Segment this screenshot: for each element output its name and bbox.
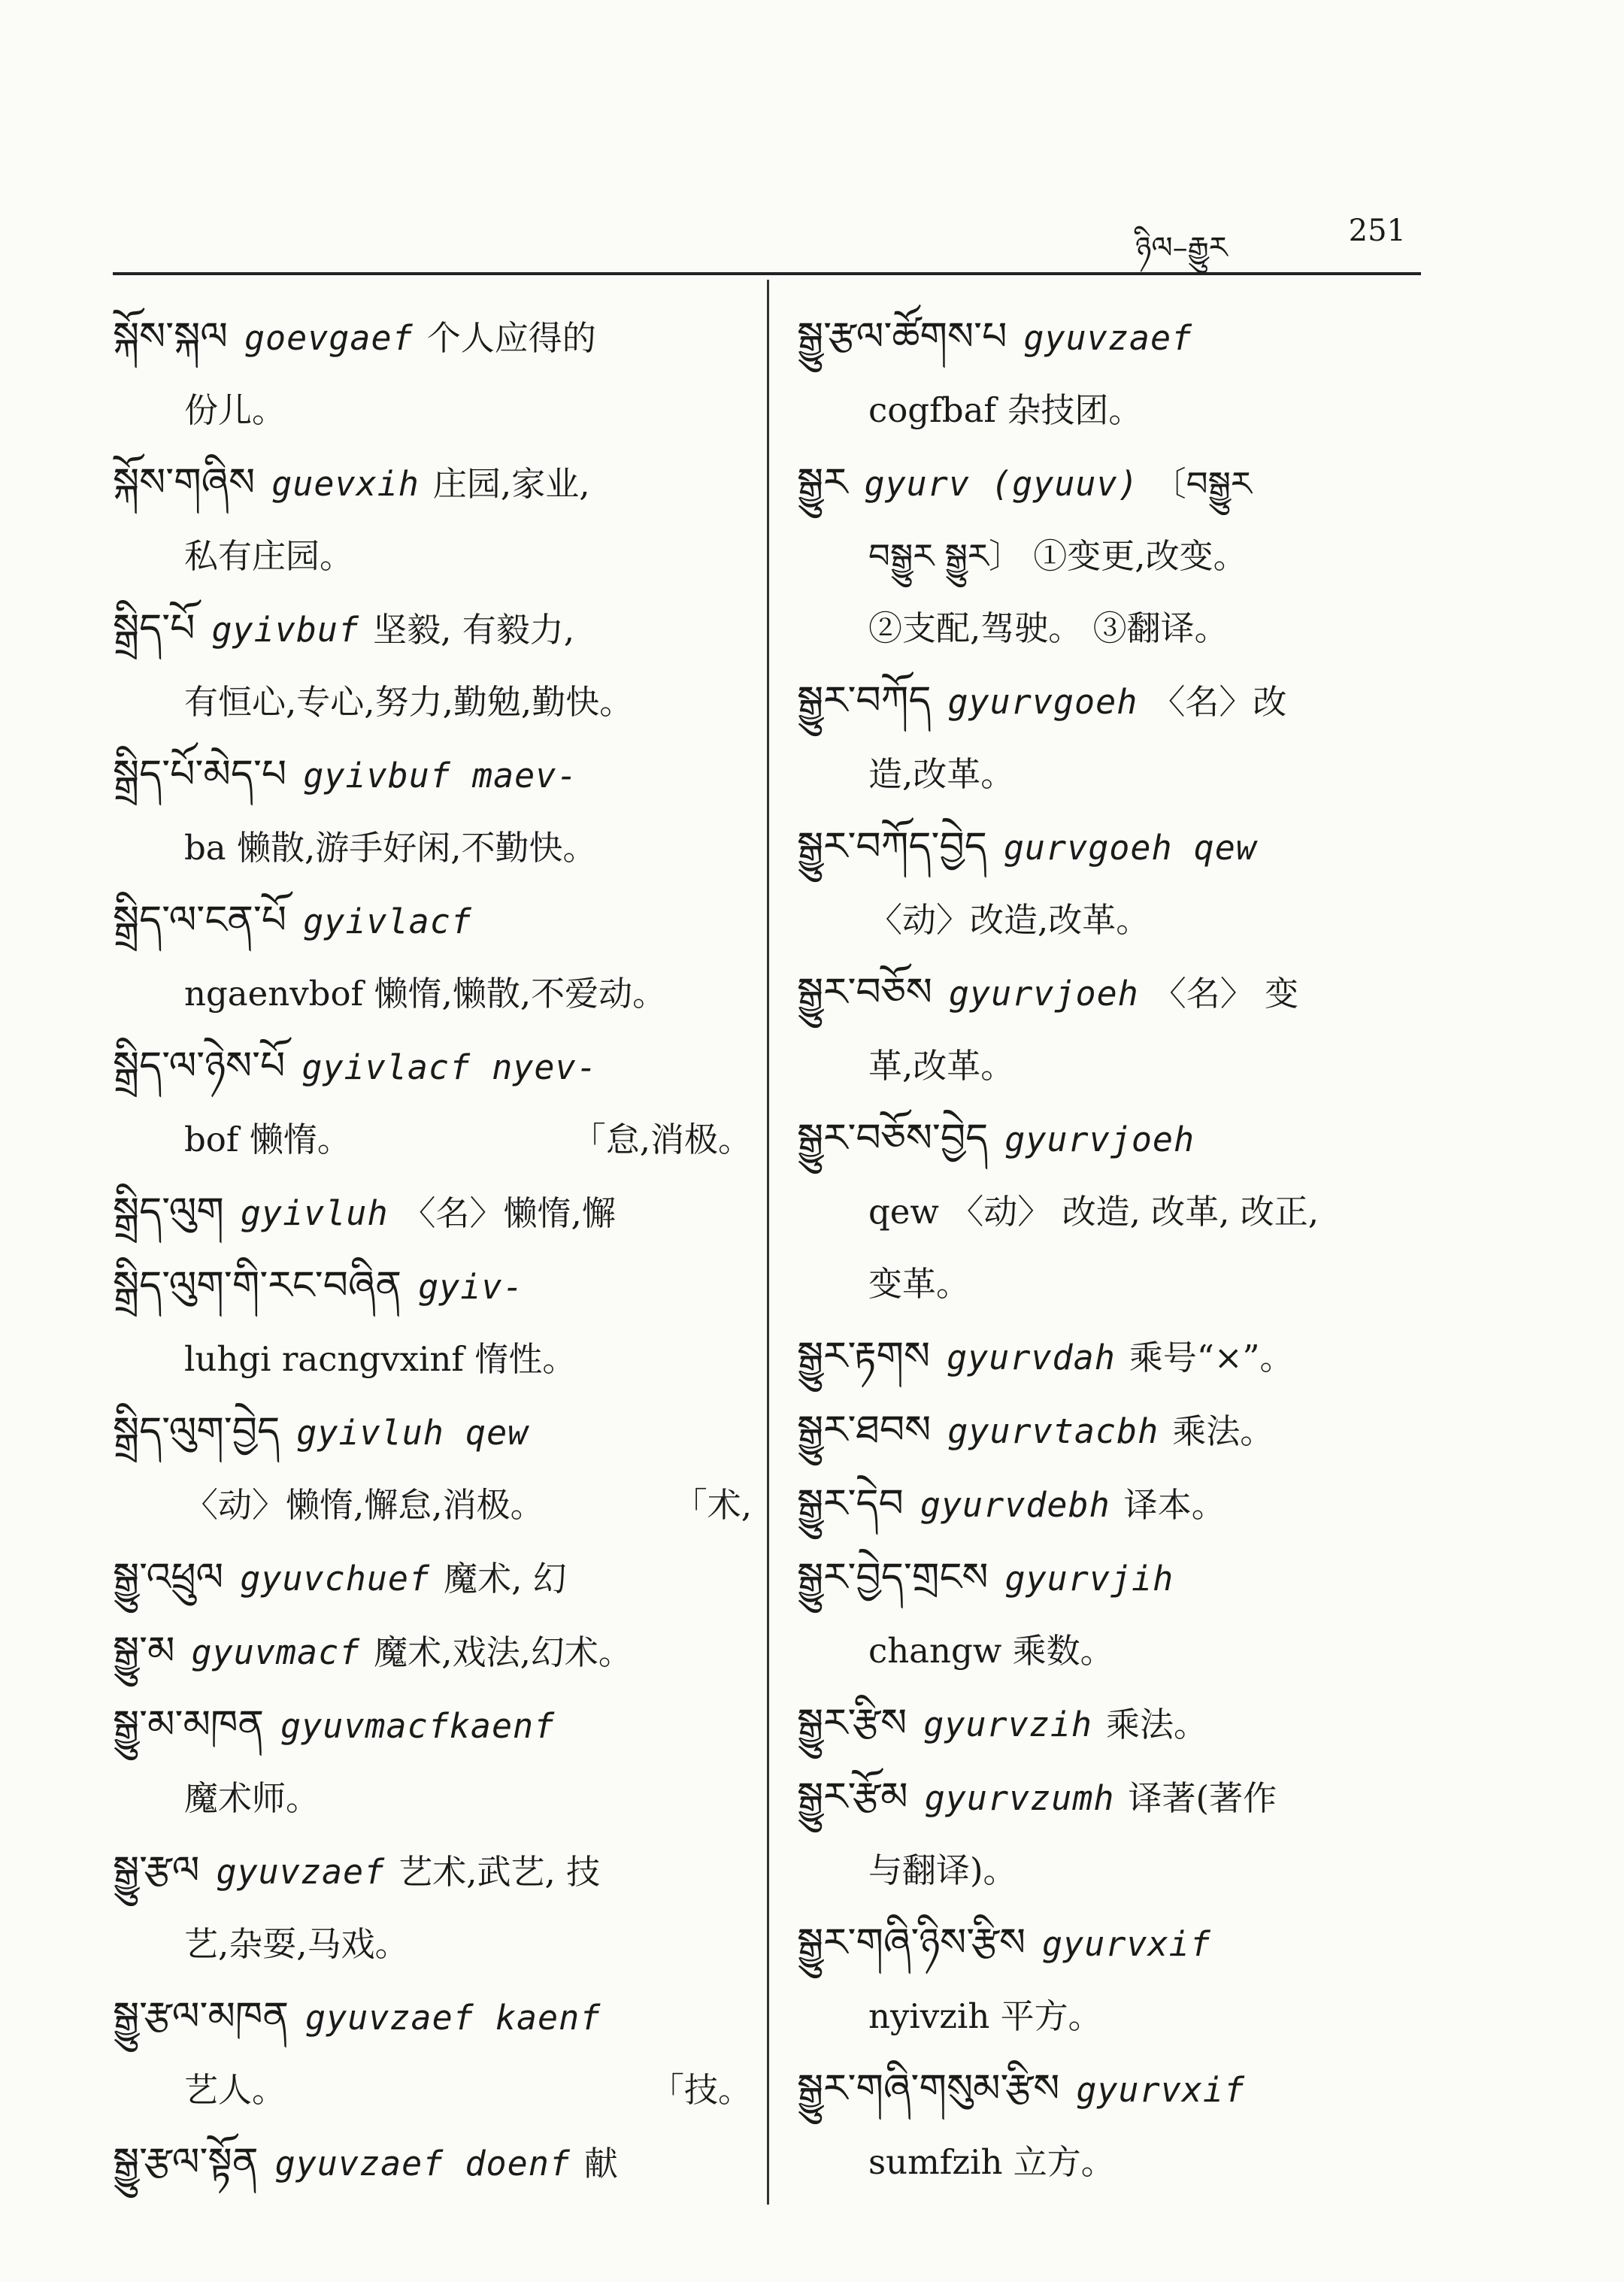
romanization: gyivluh	[240, 1193, 389, 1233]
entry-headline	[113, 1250, 752, 1323]
gloss: 个人应得的	[426, 318, 596, 358]
dictionary-entry	[113, 592, 752, 738]
entry-headline	[113, 2126, 752, 2200]
dictionary-entry	[797, 811, 1436, 956]
romanization: gyivbuf	[211, 610, 360, 650]
entry-headline	[797, 665, 1436, 738]
continuation-text: 魔术师。	[184, 1778, 320, 1818]
headword-tibetan: སྒྲིད་ལུག་བྱེད	[113, 1409, 280, 1454]
continuation-text: 造,改革。	[868, 754, 1015, 794]
entry-headline	[797, 1907, 1436, 1980]
headword-tibetan: སྐོས་གཞིས	[113, 460, 256, 505]
entry-headline	[797, 301, 1436, 374]
entry-continuation	[113, 1104, 752, 1176]
entry-continuation	[797, 1980, 1436, 2053]
dictionary-entry	[797, 665, 1436, 811]
dictionary-entry	[113, 884, 752, 1030]
dictionary-entry	[113, 301, 752, 447]
romanization: gyurvgoeh	[947, 682, 1138, 722]
entry-continuation	[113, 666, 752, 738]
entry-headline	[797, 811, 1436, 884]
dictionary-entry	[797, 301, 1436, 447]
entry-headline	[797, 1687, 1436, 1761]
romanization: gyivluh qew	[296, 1413, 529, 1453]
headword-tibetan: སྒྱུར་རྟགས	[797, 1334, 931, 1379]
gloss: 〈名〉 变	[1152, 974, 1299, 1014]
headword-tibetan: སྒྱུར་བཀོད་བྱེད	[797, 824, 987, 869]
entry-headline	[113, 301, 752, 374]
romanization: gurvgoeh qew	[1003, 828, 1257, 868]
continuation-text: nyivzih 平方。	[868, 1996, 1102, 2036]
romanization: gyurvjoeh	[1004, 1120, 1195, 1159]
romanization: gyuvzaef doenf	[274, 2144, 571, 2184]
headword-tibetan: སྒྱུར	[797, 460, 848, 505]
entry-continuation	[797, 1030, 1436, 1102]
gloss: 艺术,武艺, 技	[398, 1852, 601, 1892]
romanization: gyurv (gyuuv)	[864, 464, 1139, 504]
entry-continuation	[113, 2054, 752, 2126]
headword-tibetan: སྒྱུར་དེབ	[797, 1481, 904, 1526]
dictionary-entry	[797, 1687, 1436, 1761]
dictionary-entry	[797, 1320, 1436, 1394]
entry-headline	[113, 1396, 752, 1469]
continuation-text: luhgi racngvxinf 惰性。	[184, 1339, 577, 1379]
dictionary-entry	[113, 1030, 752, 1176]
continuation-text: 私有庄园。	[184, 536, 354, 576]
column-divider	[767, 280, 769, 2205]
headword-tibetan: སྒྱུ་རྩལ་སྟོན	[113, 2140, 259, 2185]
entry-continuation	[797, 520, 1436, 592]
entry-continuation	[113, 1762, 752, 1835]
dictionary-entry	[797, 1541, 1436, 1687]
continuation-text: 革,改革。	[868, 1046, 1015, 1086]
headword-tibetan: སྒྱུ་མ	[113, 1629, 175, 1674]
entry-continuation	[113, 958, 752, 1030]
entry-continuation	[113, 1469, 752, 1541]
entry-continuation: ②支配,驾驶。 ③翻译。	[868, 608, 1229, 648]
entry-continuation	[797, 1615, 1436, 1687]
headword-tibetan: སྒྱུར་བཅོས	[797, 970, 932, 1015]
gloss: 献	[583, 2144, 618, 2184]
gloss: 译著(著作	[1128, 1778, 1277, 1818]
romanization: gyurvdah	[947, 1338, 1116, 1377]
gloss: 译本。	[1123, 1485, 1226, 1525]
dictionary-entry	[113, 1541, 752, 1615]
continuation-text: qew 〈动〉 改造, 改革, 改正,	[868, 1192, 1320, 1232]
dictionary-entry	[797, 956, 1436, 1102]
gloss: 乘法。	[1106, 1705, 1208, 1744]
entry-headline	[113, 1030, 752, 1104]
gloss: 乘号“×”。	[1129, 1338, 1294, 1377]
headword-tibetan: སྒྱུར་བཅོས་བྱེད	[797, 1116, 989, 1161]
entry-headline	[797, 956, 1436, 1030]
headword-tibetan: སྐོས་སྐལ	[113, 314, 228, 359]
entry-continuation	[797, 738, 1436, 811]
entry-headline	[797, 1468, 1436, 1541]
entry-headline	[797, 1541, 1436, 1615]
continuation-text: changw 乘数。	[868, 1631, 1114, 1671]
dictionary-entry	[797, 1468, 1436, 1541]
romanization: gyurvxif	[1076, 2070, 1246, 2110]
headword-tibetan: སྒྱུ་རྩལ་མཁན	[113, 1994, 289, 2039]
romanization: gyiv-	[418, 1267, 524, 1307]
dictionary-entry	[797, 1907, 1436, 2053]
romanization: gyuvchuef	[240, 1559, 431, 1599]
entry-continuation: 变革。	[868, 1264, 971, 1304]
right-column	[797, 301, 1436, 2199]
headword-tibetan: སྒྱུར་གཞི་གསུམ་རྩིས	[797, 2066, 1060, 2111]
entry-continuation	[113, 520, 752, 592]
headword-tibetan: སྒྲིད་ལུག་གི་རང་བཞིན	[113, 1263, 402, 1308]
entry-headline	[797, 447, 1436, 520]
header-rule	[113, 272, 1421, 275]
dictionary-entry	[113, 1835, 752, 1980]
romanization: gyurvzih	[923, 1705, 1093, 1744]
continuation-text: cogfbaf 杂技团。	[868, 390, 1143, 430]
continuation-text: 艺,杂耍,马戏。	[184, 1924, 409, 1964]
entry-headline	[113, 1176, 752, 1250]
continuation-text: བསྒྱུར སྒྱུར〕 ①变更,改变。	[868, 536, 1247, 576]
romanization: gyurvzumh	[924, 1778, 1115, 1818]
continuation-text: 〈动〉懒惰,懈怠,消极。	[184, 1485, 544, 1525]
page-number: 251	[1348, 214, 1406, 248]
dictionary-entry	[113, 1615, 752, 1689]
gloss: 魔术, 幻	[444, 1559, 567, 1599]
headword-tibetan: སྒྱུ་མ་མཁན	[113, 1702, 265, 1747]
entry-continuation	[113, 1908, 752, 1980]
entry-headline	[113, 1835, 752, 1908]
entry-headline	[797, 1394, 1436, 1468]
romanization: gyuvzaef	[216, 1852, 386, 1892]
headword-tibetan: སྒྱུར་བྱེད་གྲངས	[797, 1555, 989, 1600]
romanization: gyuvzaef	[1023, 318, 1193, 358]
romanization: gyivlacf	[303, 902, 472, 941]
gloss: 坚毅, 有毅力,	[373, 610, 575, 650]
dictionary-entry	[113, 1980, 752, 2126]
continuation-text: ba 懒散,游手好闲,不勤快。	[184, 828, 597, 868]
romanization: guevxih	[271, 464, 420, 504]
margin-note: 「怠,消极。	[571, 1120, 752, 1159]
entry-continuation	[797, 1176, 1436, 1248]
entry-continuation	[797, 884, 1436, 956]
dictionary-entry	[113, 2126, 752, 2200]
left-column	[113, 301, 752, 2200]
gloss: 〔བསྒྱུར	[1152, 464, 1252, 504]
continuation-text: 份儿。	[184, 390, 286, 430]
romanization: gyurvxif	[1042, 1924, 1211, 1964]
romanization: gyuvmacfkaenf	[280, 1706, 556, 1746]
continuation-text: 〈动〉改造,改革。	[868, 900, 1150, 940]
headword-tibetan: སྒྱུར་རྩོམ	[797, 1774, 908, 1820]
entry-headline	[797, 1320, 1436, 1394]
romanization: gyuvmacf	[191, 1632, 361, 1672]
entry-headline	[113, 884, 752, 958]
romanization: gyivbuf maev-	[303, 756, 578, 796]
entry-headline	[797, 1102, 1436, 1176]
entry-continuation	[113, 812, 752, 884]
continuation-text: 与翻译)。	[868, 1850, 1017, 1890]
romanization: gyivlacf nyev-	[301, 1047, 598, 1087]
entry-headline	[113, 1541, 752, 1615]
entry-continuation	[797, 1835, 1436, 1907]
continuation-text: 艺人。	[184, 2070, 286, 2110]
dictionary-entry	[113, 447, 752, 592]
headword-tibetan: སྒྲིད་ལ་ངན་པོ	[113, 898, 287, 943]
headword-tibetan: སྒྱུ་རྩལ་ཚོགས་པ	[797, 314, 1007, 359]
dictionary-entry	[797, 1761, 1436, 1907]
entry-headline	[797, 2053, 1436, 2126]
entry-headline	[797, 1761, 1436, 1835]
gloss: 乘法。	[1172, 1411, 1274, 1451]
headword-tibetan: སྒྱུ་འཕྲུལ	[113, 1555, 224, 1600]
entry-continuation	[797, 374, 1436, 447]
gloss: 〈名〉懒惰,懈	[401, 1193, 616, 1233]
headword-tibetan: སྒྱུར་ཐབས	[797, 1408, 932, 1453]
entry-headline	[113, 592, 752, 666]
romanization: gyurvdebh	[920, 1485, 1110, 1525]
headword-tibetan: སྒྲིད་ལ་ཉེས་པོ	[113, 1044, 286, 1089]
entry-continuation	[797, 2126, 1436, 2199]
continuation-text: sumfzih 立方。	[868, 2142, 1115, 2182]
entry-headline	[113, 1980, 752, 2054]
romanization: gyurvjih	[1004, 1559, 1174, 1599]
entry-headline	[113, 447, 752, 520]
dictionary-entry	[113, 1396, 752, 1541]
running-head-title: ཉིལ–རྒྱུར	[1135, 231, 1228, 265]
romanization: goevgaef	[244, 318, 414, 358]
headword-tibetan: སྒྱུར་རྩིས	[797, 1701, 907, 1746]
dictionary-entry	[113, 1176, 752, 1250]
headword-tibetan: སྒྱུར་གཞི་ཉིས་རྩིས	[797, 1920, 1026, 1965]
dictionary-entry	[113, 1250, 752, 1396]
margin-note: 「技。	[650, 2070, 752, 2110]
gloss: 庄园,家业,	[432, 464, 590, 504]
entry-headline	[113, 1615, 752, 1689]
headword-tibetan: སྒྲིད་པོ་མེད་པ	[113, 752, 287, 797]
gloss: 魔术,戏法,幻术。	[374, 1632, 632, 1672]
dictionary-entry	[797, 2053, 1436, 2199]
entry-continuation	[113, 1323, 752, 1396]
continuation-text: bof 懒惰。	[184, 1120, 351, 1159]
headword-tibetan: སྒྲིད་ལུག	[113, 1189, 224, 1235]
romanization: gyurvjoeh	[948, 974, 1139, 1014]
entry-headline	[113, 738, 752, 812]
dictionary-entry	[113, 1689, 752, 1835]
entry-continuation	[113, 374, 752, 447]
headword-tibetan: སྒྱུར་བཀོད	[797, 678, 932, 723]
headword-tibetan: སྒྱུ་རྩལ	[113, 1848, 200, 1893]
gloss: 〈名〉改	[1151, 682, 1287, 722]
romanization: gyuvzaef kaenf	[305, 1998, 601, 2038]
dictionary-entry	[797, 1394, 1436, 1468]
dictionary-entry	[797, 1102, 1436, 1320]
romanization: gyurvtacbh	[947, 1411, 1159, 1451]
margin-note: 「术,	[673, 1485, 752, 1525]
entry-headline	[113, 1689, 752, 1762]
headword-tibetan: སྒྲིད་པོ	[113, 606, 195, 651]
running-head	[1135, 214, 1406, 265]
continuation-text: ngaenvbof 懒惰,懒散,不爱动。	[184, 974, 667, 1014]
dictionary-entry	[113, 738, 752, 884]
dictionary-entry	[797, 447, 1436, 665]
continuation-text: 有恒心,专心,努力,勤勉,勤快。	[184, 682, 634, 722]
